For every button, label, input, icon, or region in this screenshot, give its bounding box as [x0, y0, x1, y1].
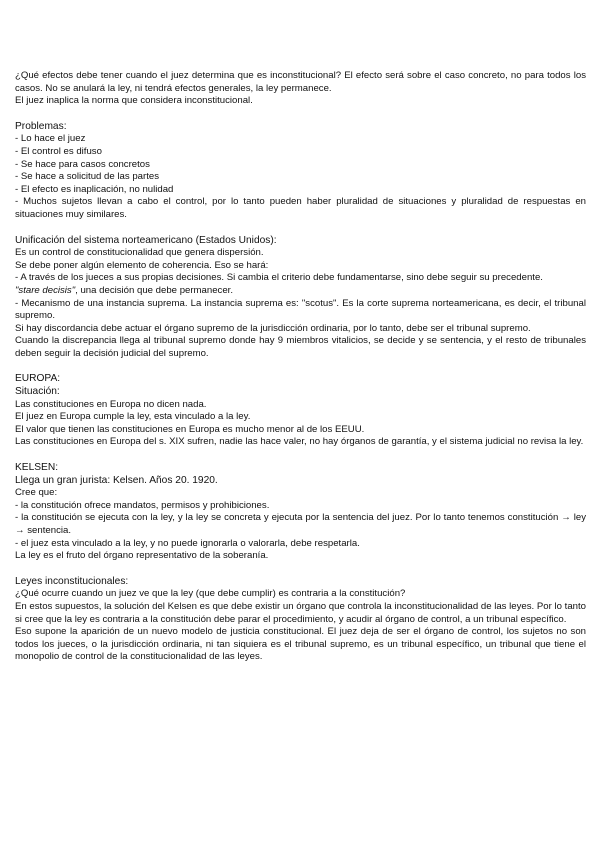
document-page	[15, 70, 586, 664]
europa-line: Las constituciones en Europa del s. XIX sufren, nadie las hace valer, no hay órganos de garantía, y el sistema judicial no revisa la ley.	[15, 436, 584, 448]
leyes-line: ¿Qué ocurre cuando un juez ve que la ley (que debe cumplir) es contraria a la constitución?	[15, 588, 406, 600]
unificacion-line: - Mecanismo de una instancia suprema. La instancia suprema es: "scotus". Es la corte suprema norteamericana, es decir, el tribunal supremo.	[15, 297, 586, 322]
unificacion-line: - A través de los jueces a sus propias decisiones. Si cambia el criterio debe fundamentarse, sino debe seguir su precedente.	[15, 272, 543, 284]
leyes-line: Eso supone la aparición de un nuevo modelo de justicia constitucional. El juez deja de ser el órgano de control, los sujetos no son todos los jueces, o la jurisdicción ordinaria, ni tan siquiera es el tribunal supremo, es un tribunal específico, un tribunal que tiene el monopolio de control de la constitucionalidad de las leyes.	[15, 626, 586, 663]
kelsen-line: La ley es el fruto del órgano representativo de la soberanía.	[15, 550, 269, 562]
leyes-heading: Leyes inconstitucionales:	[15, 575, 129, 587]
stare-decisis-term: "stare decisis"	[15, 284, 76, 296]
intro-inaplica: El juez inaplica la norma que considera inconstitucional.	[15, 95, 253, 107]
europa-subheading: Situación:	[15, 386, 60, 398]
europa-line: El valor que tienen las constituciones en Europa es mucho menor al de los EEUU.	[15, 423, 365, 435]
kelsen-line: - el juez esta vinculado a la ley, y no puede ignorarla o valorarla, debe respetarla.	[15, 537, 360, 549]
problemas-item: - Se hace a solicitud de las partes	[15, 171, 159, 183]
kelsen-line: - la constitución ofrece mandatos, permisos y prohibiciones.	[15, 499, 270, 511]
unificacion-stare-decisis-line	[15, 285, 586, 298]
stare-decisis-rest: , una decisión que debe permanecer.	[75, 284, 234, 296]
problemas-item: - El control es difuso	[15, 145, 102, 157]
unificacion-line: Si hay discordancia debe actuar el órgano supremo de la jurisdicción ordinaria, por lo tanto, debe ser el tribunal supremo.	[15, 322, 531, 334]
problemas-item: - El efecto es inaplicación, no nulidad	[15, 183, 174, 195]
problemas-item: - Lo hace el juez	[15, 133, 86, 145]
problemas-item: - Muchos sujetos llevan a cabo el control, por lo tanto pueden haber pluralidad de situaciones y pluralidad de respuestas en situaciones muy similares.	[15, 196, 586, 220]
unificacion-heading: Unificación del sistema norteamericano (Estados Unidos):	[15, 234, 277, 246]
europa-line: El juez en Europa cumple la ley, esta vinculado a la ley.	[15, 411, 251, 423]
kelsen-line: Llega un gran jurista: Kelsen. Años 20. 1920.	[15, 474, 218, 486]
kelsen-heading: KELSEN:	[15, 462, 59, 474]
europa-heading: EUROPA:	[15, 373, 61, 385]
problemas-heading: Problemas:	[15, 120, 67, 132]
unificacion-line: Es un control de constitucionalidad que genera dispersión.	[15, 247, 264, 259]
leyes-line: En estos supuestos, la solución del Kelsen es que debe existir un órgano que controla la inconstitucionalidad de las leyes. Por lo tanto si cree que la ley es contraria a la constitución debe parar el procedimiento, y acudir al órgano de control, a un tribunal específico.	[15, 600, 586, 625]
europa-line: Las constituciones en Europa no dicen nada.	[15, 398, 207, 410]
intro-paragraph: ¿Qué efectos debe tener cuando el juez determina que es inconstitucional? El efecto será sobre el caso concreto, no para todos los casos. No se anulará la ley, ni tendrá efectos generales, la ley permanece.	[15, 70, 586, 94]
kelsen-line: Cree que:	[15, 487, 58, 499]
unificacion-line: Se debe poner algún elemento de coherencia. Eso se hará:	[15, 259, 269, 271]
problemas-item: - Se hace para casos concretos	[15, 158, 150, 170]
unificacion-line: Cuando la discrepancia llega al tribunal supremo donde hay 9 miembros vitalicios, se decide y se sentencia, y el resto de tribunales deben seguir la decisión judicial del supremo.	[15, 335, 586, 359]
kelsen-line: - la constitución se ejecuta con la ley, y la ley se concreta y ejecuta por la sentencia del juez. Por lo tanto tenemos constitución → ley → sentencia.	[15, 512, 586, 536]
